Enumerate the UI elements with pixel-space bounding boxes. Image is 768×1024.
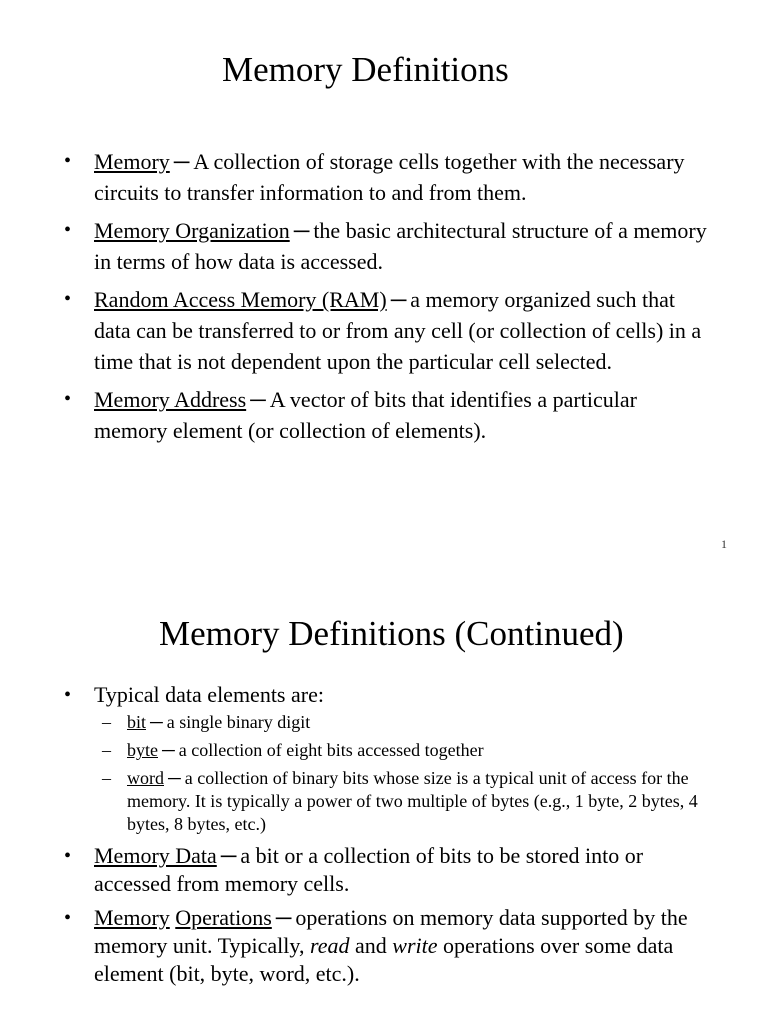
dash-separator: ─ (162, 740, 175, 760)
definition-text: A vector of bits that identifies a particular memory element (or collection of elements). (94, 387, 637, 443)
definition-text: a single binary digit (166, 712, 311, 732)
slide-2 (0, 560, 768, 1024)
sub-list-item (94, 739, 714, 762)
term-memory: Memory (94, 149, 170, 174)
definition-list (64, 681, 714, 994)
dash-separator: ─ (275, 905, 292, 930)
dash-separator: ─ (390, 287, 407, 312)
dash-bullet-icon: – (102, 768, 111, 788)
bullet-icon: • (64, 845, 72, 867)
definition-text: a memory organized such that data can be transferred to or from any cell (or collection of cells) in a time that is not dependent upon the particular cell selected. (94, 287, 702, 374)
read-emphasis: read (309, 933, 350, 958)
dash-separator: ─ (173, 149, 190, 174)
list-item (64, 384, 714, 446)
intro-text: Typical data elements are: (94, 682, 324, 707)
write-emphasis: write (392, 933, 438, 958)
definition-list (64, 146, 714, 453)
term-memory-data: Memory Data (94, 843, 217, 868)
term-bit: bit (127, 712, 147, 732)
list-item (64, 681, 714, 836)
slide-title: Memory Definitions (Continued) (159, 614, 624, 653)
list-item (64, 284, 714, 377)
term-byte: byte (127, 740, 158, 760)
definition-text: a collection of eight bits accessed together (178, 740, 484, 760)
dash-separator: ─ (168, 768, 181, 788)
bullet-icon: • (64, 219, 72, 241)
sub-list-item (94, 711, 714, 734)
sub-list (94, 711, 714, 836)
bullet-icon: • (64, 388, 72, 410)
bullet-icon: • (64, 288, 72, 310)
page-number: 1 (721, 537, 727, 551)
definition-text: a collection of binary bits whose size is a typical unit of access for the memory. It is typically a power of two multiple of bytes (e.g., 1 byte, 2 bytes, 4 bytes, 8 bytes, etc.) (127, 768, 698, 834)
bullet-icon: • (64, 907, 72, 929)
and-text: and (355, 933, 387, 958)
bullet-icon: • (64, 150, 72, 172)
dash-separator: ─ (150, 712, 163, 732)
bullet-icon: • (64, 684, 72, 706)
definition-text-end: operations over some data element (bit, byte, word, etc.). (94, 933, 674, 986)
definition-text: A collection of storage cells together with the necessary circuits to transfer information to and from them. (94, 149, 685, 205)
definition-text: the basic architectural structure of a memory in terms of how data is accessed. (94, 218, 707, 274)
term-word: word (127, 768, 164, 788)
definition-text: operations on memory data supported by the memory unit. Typically, (94, 905, 688, 958)
term-memory-organization: Memory Organization (94, 218, 290, 243)
dash-separator: ─ (293, 218, 310, 243)
dash-separator: ─ (220, 843, 237, 868)
term-memory-address: Memory Address (94, 387, 247, 412)
list-item (64, 904, 714, 988)
list-item (64, 842, 714, 898)
slide-title: Memory Definitions (222, 50, 509, 89)
term-ram: Random Access Memory (RAM) (94, 287, 387, 312)
dash-separator: ─ (250, 387, 266, 412)
sub-list-item (94, 767, 714, 836)
dash-bullet-icon: – (102, 712, 111, 732)
term-operations: Operations (175, 905, 272, 930)
list-item (64, 215, 714, 277)
list-item (64, 146, 714, 208)
definition-text: a bit or a collection of bits to be stored into or accessed from memory cells. (94, 843, 644, 896)
term-memory: Memory (94, 905, 170, 930)
dash-bullet-icon: – (102, 740, 111, 760)
